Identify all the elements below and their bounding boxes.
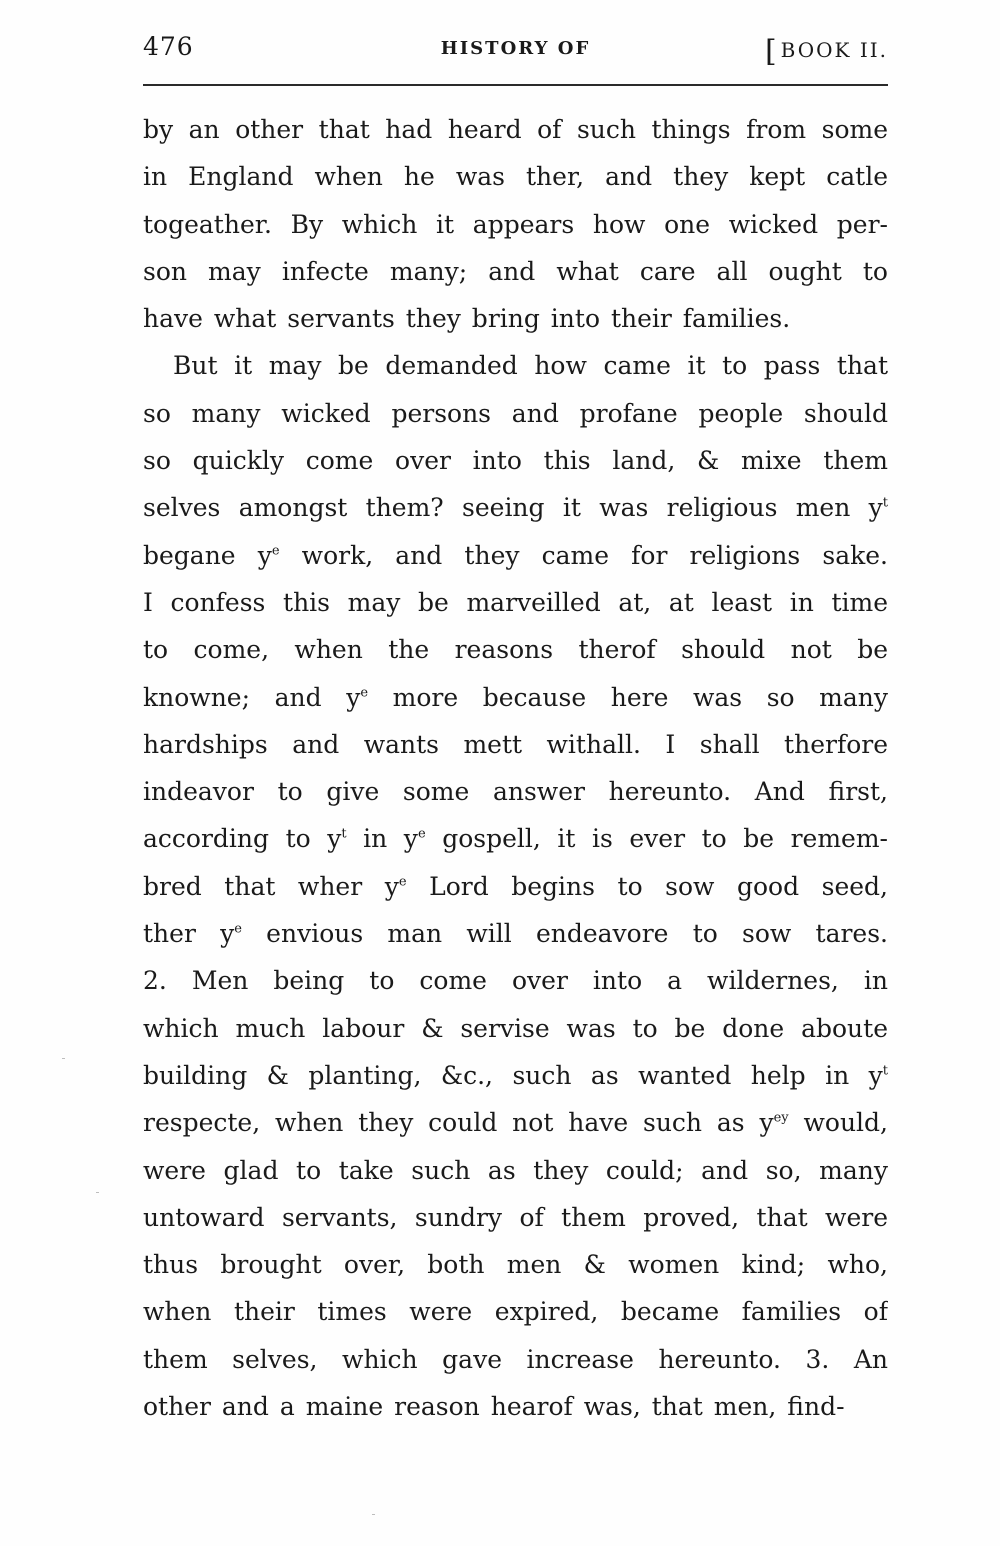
book-reference bbox=[765, 34, 888, 69]
text-line: so many wicked persons and profane people should bbox=[143, 398, 888, 428]
text-line: untoward servants, sundry of them proved, that were bbox=[143, 1202, 888, 1232]
text-line: knowne; and $y^e$ more because here was so many bbox=[143, 682, 888, 712]
book-reference-text: BOOK II. bbox=[780, 38, 888, 62]
text-line: in England when he was ther, and they kept catle bbox=[143, 162, 888, 192]
text-line: son may infecte many; and what care all ought to bbox=[143, 256, 888, 286]
text-line: I confess this may be marveilled at, at least in time bbox=[143, 587, 888, 617]
text-line: bred that wher $y^e$ Lord begins to sow good seed, bbox=[143, 871, 888, 901]
text-line: according to $y^t$ in $y^e$ gospell, it is ever to be remem- bbox=[143, 824, 888, 854]
scan-speck bbox=[96, 1192, 99, 1193]
running-title: HISTORY OF bbox=[440, 38, 591, 59]
scan-speck bbox=[372, 1514, 375, 1515]
scan-speck bbox=[62, 1058, 65, 1059]
page-number: 476 bbox=[143, 32, 194, 61]
text-line: ther $y^e$ envious man will endeavore to sow tares. bbox=[143, 919, 888, 949]
text-line: were glad to take such as they could; and so, many bbox=[143, 1155, 888, 1185]
bracket-glyph: [ bbox=[764, 34, 779, 69]
text-line: thus brought over, both men & women kind; who, bbox=[143, 1250, 888, 1280]
text-line: which much labour & servise was to be done aboute bbox=[143, 1013, 888, 1043]
text-line: hardships and wants mett withall. I shall therfore bbox=[143, 729, 888, 759]
text-line: when their times were expired, became families of bbox=[143, 1297, 888, 1327]
text-line: respecte, when they could not have such as $y^{ey}$ would, bbox=[143, 1108, 888, 1138]
text-line: them selves, which gave increase hereunto. 3. An bbox=[143, 1344, 888, 1374]
text-line: by an other that had heard of such things from some bbox=[143, 115, 888, 144]
header-rule bbox=[143, 84, 888, 86]
text-line: But it may be demanded how came it to pass that bbox=[173, 351, 888, 381]
text-line: 2. Men being to come over into a wildernes, in bbox=[143, 966, 888, 996]
text-line: indeavor to give some answer hereunto. And first, bbox=[143, 777, 888, 807]
page-header bbox=[143, 30, 888, 70]
text-line: to come, when the reasons therof should not be bbox=[143, 635, 888, 665]
text-line: building & planting, &c., such as wanted help in $y^t$ bbox=[143, 1060, 888, 1090]
body-text bbox=[143, 106, 888, 1430]
text-line: togeather. By which it appears how one wicked per- bbox=[143, 209, 888, 239]
text-line: so quickly come over into this land, & mixe them bbox=[143, 446, 888, 476]
text-line: selves amongst them? seeing it was religious men $y^t$ bbox=[143, 493, 888, 523]
text-line: other and a maine reason hearof was, that men, find- bbox=[143, 1392, 845, 1422]
text-line: begane $y^e$ work, and they came for religions sake. bbox=[143, 540, 888, 570]
text-line: have what servants they bring into their families. bbox=[143, 304, 791, 334]
